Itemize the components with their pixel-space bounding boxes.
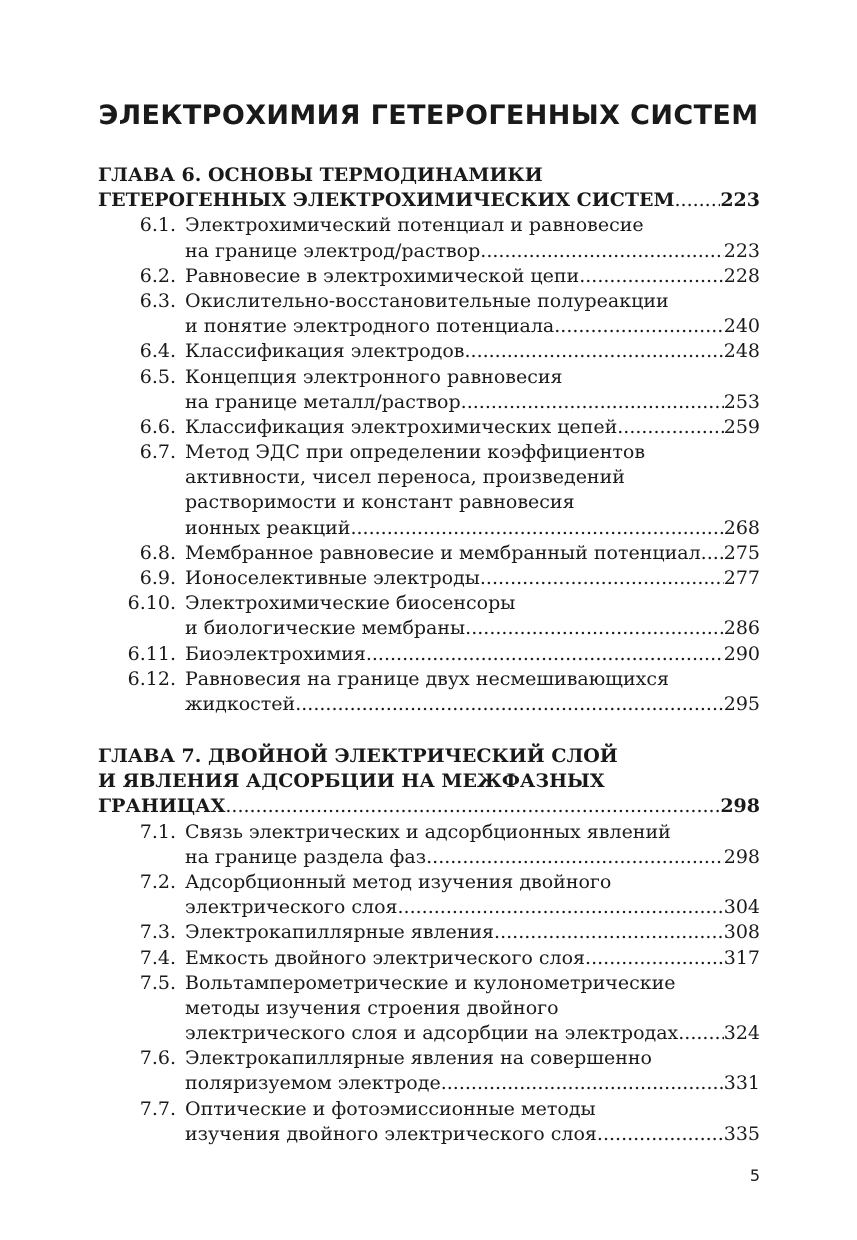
dot-leader	[617, 415, 724, 440]
chapter-page-number: 298	[720, 795, 760, 818]
section-title: растворимости и констант равновесия	[185, 491, 575, 514]
chapter-6-block	[98, 163, 760, 717]
dot-leader	[350, 516, 723, 541]
dot-leader	[465, 616, 724, 641]
chapter-title-text: ГЛАВА 7. ДВОЙНОЙ ЭЛЕКТРИЧЕСКИЙ СЛОЙ	[98, 745, 618, 767]
toc-entry	[98, 440, 760, 541]
section-page-number: 286	[723, 617, 760, 640]
toc-entry-line	[98, 390, 760, 415]
toc-entry-line	[98, 465, 760, 490]
toc-entry	[98, 591, 760, 641]
section-number: 7.2.	[139, 870, 176, 893]
chapter-title-line	[98, 163, 760, 188]
toc-entry	[98, 920, 760, 945]
section-title: Классификация электродов	[185, 340, 465, 363]
section-title: и понятие электродного потенциала	[185, 315, 555, 338]
toc-entry-line	[98, 541, 760, 566]
section-title: на границе электрод/раствор	[185, 239, 481, 262]
section-number: 7.4.	[139, 946, 176, 969]
toc-entry-line	[98, 289, 760, 314]
section-title: Связь электрических и адсорбционных явлений	[185, 820, 671, 843]
section-number: 6.9.	[139, 567, 176, 589]
toc-entry-line	[98, 667, 760, 692]
section-title: электрического слоя	[185, 896, 398, 919]
section-number: 6.5.	[139, 365, 176, 388]
section-title: Равновесие в электрохимической цепи	[185, 264, 580, 287]
section-title: поляризуемом электроде	[185, 1072, 441, 1095]
section-page-number: 290	[723, 642, 760, 665]
toc-entry-line	[98, 339, 760, 364]
section-page-number: 240	[723, 315, 760, 338]
section-number: 6.6.	[139, 415, 176, 438]
section-title: ионных реакций	[185, 516, 351, 539]
toc-entry-line	[98, 365, 760, 390]
section-page-number: 331	[723, 1072, 760, 1095]
dot-leader	[480, 239, 723, 264]
toc-entry-line	[98, 1046, 760, 1071]
section-title: жидкостей	[185, 692, 296, 715]
chapter-title-text: ГЕТЕРОГЕННЫХ ЭЛЕКТРОХИМИЧЕСКИХ СИСТЕМ	[98, 189, 675, 212]
toc-entry-line	[98, 1071, 760, 1096]
section-page-number: 275	[723, 541, 760, 564]
section-page-number: 259	[723, 415, 760, 438]
section-title: Вольтамперометрические и кулонометрические	[185, 971, 676, 994]
section-title: Адсорбционный метод изучения двойного	[185, 870, 612, 893]
toc-entry-line	[98, 239, 760, 264]
section-title: Равновесия на границе двух несмешивающихся	[185, 667, 669, 690]
section-number: 6.10.	[127, 592, 176, 615]
dot-leader	[585, 946, 724, 971]
section-page-number: 335	[723, 1122, 760, 1145]
section-page-number: 295	[723, 692, 760, 715]
toc-entry-line	[98, 996, 760, 1021]
section-title: Ионоселективные электроды	[185, 567, 480, 589]
dot-leader	[441, 1071, 724, 1096]
section-title: Классификация электрохимических цепей	[185, 415, 618, 438]
toc-entry-line	[98, 213, 760, 238]
section-title: Электрохимический потенциал и равновесие	[185, 214, 644, 237]
section-page-number: 268	[723, 516, 760, 539]
section-number: 6.3.	[139, 289, 176, 312]
chapter-title-line	[98, 769, 760, 794]
chapter-title-text: ГРАНИЦАХ	[98, 795, 226, 818]
toc-entry-line	[98, 1097, 760, 1122]
section-page-number: 277	[723, 567, 760, 589]
dot-leader	[464, 339, 723, 364]
chapter-7-block	[98, 744, 760, 1147]
toc-entry-line	[98, 566, 760, 591]
dot-leader	[579, 264, 724, 289]
section-title: Окислительно-восстановительные полуреакции	[185, 289, 669, 312]
toc-entry	[98, 415, 760, 440]
section-title: Метод ЭДС при определении коэффициентов	[185, 441, 646, 464]
section-title: Оптические и фотоэмиссионные методы	[185, 1097, 596, 1120]
dot-leader	[678, 1021, 723, 1046]
dot-leader	[461, 390, 724, 415]
toc-entry	[98, 971, 760, 1047]
dot-leader	[597, 1122, 724, 1147]
toc-entry	[98, 870, 760, 920]
toc-entry-line	[98, 415, 760, 440]
chapter-title-text: ГЛАВА 6. ОСНОВЫ ТЕРМОДИНАМИКИ	[98, 164, 543, 186]
dot-leader	[480, 566, 724, 591]
section-number: 6.11.	[127, 642, 176, 665]
toc-entry	[98, 1097, 760, 1147]
section-title: на границе металл/раствор	[185, 390, 461, 413]
toc-entry	[98, 289, 760, 339]
toc-entry-line	[98, 314, 760, 339]
dot-leader	[494, 920, 724, 945]
section-number: 6.12.	[127, 667, 176, 690]
chapter-title-line	[98, 188, 760, 213]
section-title: Электрохимические биосенсоры	[185, 592, 516, 615]
toc-entry-line	[98, 264, 760, 289]
toc-entry	[98, 541, 760, 566]
section-number: 6.4.	[139, 340, 176, 363]
section-number: 6.1.	[139, 214, 176, 237]
toc-entry	[98, 339, 760, 364]
section-page-number: 308	[723, 921, 760, 944]
section-title: Биоэлектрохимия	[185, 642, 366, 665]
chapter-page-number: 223	[720, 189, 760, 212]
toc-entry-line	[98, 642, 760, 667]
section-title: на границе раздела фаз	[185, 845, 427, 868]
section-title: Электрокапиллярные явления на совершенно	[185, 1047, 652, 1070]
section-number: 7.7.	[139, 1097, 176, 1120]
section-number: 6.2.	[139, 264, 176, 287]
toc-entry-line	[98, 616, 760, 641]
section-page-number: 248	[723, 340, 760, 363]
toc-entry	[98, 1046, 760, 1096]
toc-entry	[98, 667, 760, 717]
toc-entry	[98, 365, 760, 415]
toc-entry-line	[98, 1122, 760, 1147]
chapter-title-text: И ЯВЛЕНИЯ АДСОРБЦИИ НА МЕЖФАЗНЫХ	[98, 770, 605, 793]
section-number: 7.5.	[139, 971, 176, 994]
toc-entry-line	[98, 692, 760, 717]
page-number: 5	[749, 1166, 760, 1185]
section-page-number: 253	[723, 390, 760, 413]
section-number: 6.7.	[139, 441, 176, 464]
section-title: Емкость двойного электрического слоя	[185, 946, 586, 969]
toc-entry	[98, 264, 760, 289]
dot-leader	[554, 314, 724, 339]
page-title: ЭЛЕКТРОХИМИЯ ГЕТЕРОГЕННЫХ СИСТЕМ	[98, 100, 759, 131]
toc-entry	[98, 566, 760, 591]
section-title: и биологические мембраны	[185, 617, 466, 640]
dot-leader	[225, 794, 720, 819]
toc-entry-line	[98, 820, 760, 845]
section-page-number: 223	[723, 239, 760, 262]
section-title: Электрокапиллярные явления	[185, 921, 495, 944]
section-page-number: 324	[723, 1022, 760, 1045]
section-title: Мембранное равновесие и мембранный потенциал	[185, 541, 701, 564]
toc-entry-line	[98, 920, 760, 945]
dot-leader	[398, 895, 724, 920]
toc-entry-line	[98, 971, 760, 996]
section-title: активности, чисел переноса, произведений	[185, 466, 625, 489]
section-title: электрического слоя и адсорбции на электродах	[185, 1022, 679, 1045]
toc-entry	[98, 820, 760, 870]
toc-entry-line	[98, 845, 760, 870]
dot-leader	[426, 845, 724, 870]
toc-entry-line	[98, 1021, 760, 1046]
dot-leader	[674, 188, 720, 213]
section-title: изучения двойного электрического слоя	[185, 1122, 597, 1145]
toc-entry-line	[98, 591, 760, 616]
section-title: Концепция электронного равновесия	[185, 365, 563, 388]
toc-entry-line	[98, 870, 760, 895]
toc-entry-line	[98, 490, 760, 515]
dot-leader	[366, 642, 724, 667]
section-number: 6.8.	[139, 541, 176, 564]
dot-leader	[295, 692, 724, 717]
section-page-number: 317	[723, 946, 760, 969]
section-page-number: 228	[723, 264, 760, 287]
section-number: 7.1.	[139, 820, 176, 843]
toc-entry	[98, 213, 760, 263]
toc-entry-line	[98, 440, 760, 465]
chapter-title-line	[98, 794, 760, 819]
toc-entry-line	[98, 895, 760, 920]
toc-entry-line	[98, 946, 760, 971]
section-title: методы изучения строения двойного	[185, 996, 559, 1019]
toc-entry-line	[98, 516, 760, 541]
toc-entry	[98, 642, 760, 667]
toc-entry	[98, 946, 760, 971]
section-page-number: 304	[723, 896, 760, 919]
section-number: 7.6.	[139, 1047, 176, 1070]
chapter-title-line	[98, 744, 760, 769]
section-page-number: 298	[723, 845, 760, 868]
section-number: 7.3.	[139, 921, 176, 944]
dot-leader	[701, 541, 724, 566]
